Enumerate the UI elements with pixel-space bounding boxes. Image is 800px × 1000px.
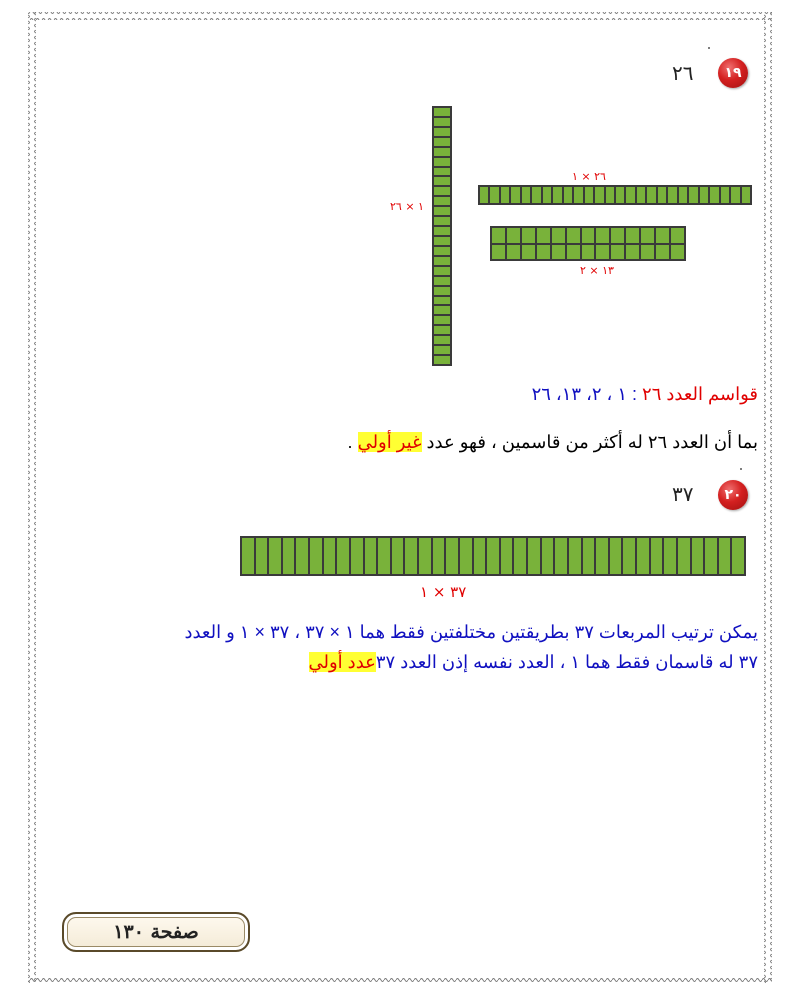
- unit-square: [663, 537, 677, 575]
- dot-mark: [708, 47, 710, 49]
- unit-square: [536, 244, 551, 261]
- divisors-line: [532, 384, 758, 405]
- unit-square: [541, 537, 555, 575]
- grid-strip-1x26-vertical: [432, 106, 452, 366]
- unit-square: [677, 537, 691, 575]
- unit-square: [433, 355, 451, 365]
- unit-square: [655, 227, 670, 244]
- unit-square: [563, 186, 573, 204]
- unit-square: [433, 335, 451, 345]
- unit-square: [657, 186, 667, 204]
- unit-square: [554, 537, 568, 575]
- unit-square: [323, 537, 337, 575]
- unit-square: [625, 244, 640, 261]
- unit-square: [433, 345, 451, 355]
- unit-square: [521, 227, 536, 244]
- unit-square: [625, 186, 635, 204]
- unit-square: [309, 537, 323, 575]
- unit-square: [720, 186, 730, 204]
- unit-square: [432, 537, 446, 575]
- unit-square: [581, 227, 596, 244]
- unit-square: [521, 244, 536, 261]
- unit-square: [433, 276, 451, 286]
- unit-square: [473, 537, 487, 575]
- unit-square: [730, 186, 740, 204]
- unit-square: [479, 186, 489, 204]
- divisors-list: : ١ ، ٢، ١٣، ٢٦: [531, 384, 643, 404]
- unit-square: [531, 186, 541, 204]
- unit-square: [489, 186, 499, 204]
- unit-square: [581, 244, 596, 261]
- unit-square: [433, 137, 451, 147]
- unit-square: [433, 176, 451, 186]
- unit-square: [459, 537, 473, 575]
- unit-square: [418, 537, 432, 575]
- unit-square: [542, 186, 552, 204]
- unit-square: [594, 186, 604, 204]
- unit-square: [433, 286, 451, 296]
- unit-square: [433, 315, 451, 325]
- unit-square: [433, 117, 451, 127]
- unit-square: [704, 537, 718, 575]
- unit-square: [433, 246, 451, 256]
- unit-square: [491, 244, 506, 261]
- unit-square: [377, 537, 391, 575]
- unit-square: [699, 186, 709, 204]
- unit-square: [433, 325, 451, 335]
- unit-square: [364, 537, 378, 575]
- unit-square: [268, 537, 282, 575]
- unit-square: [731, 537, 745, 575]
- problem-19-badge: ١٩: [718, 58, 748, 88]
- unit-square: [536, 227, 551, 244]
- unit-square: [610, 227, 625, 244]
- unit-square: [573, 186, 583, 204]
- problem-20-badge: ٢٠: [718, 480, 748, 510]
- unit-square: [615, 186, 625, 204]
- unit-square: [433, 256, 451, 266]
- unit-square: [433, 127, 451, 137]
- unit-square: [282, 537, 296, 575]
- unit-square: [500, 186, 510, 204]
- unit-square: [610, 244, 625, 261]
- unit-square: [433, 206, 451, 216]
- page-number-box: صفحة ١٣٠: [62, 912, 250, 952]
- divisors-prefix: قواسم العدد ٢٦: [642, 384, 758, 404]
- highlight-not-prime: غير أولي: [357, 432, 422, 452]
- explanation-line-2: [309, 652, 759, 673]
- conclusion-line-19: [348, 432, 758, 453]
- unit-square: [433, 216, 451, 226]
- unit-square: [741, 186, 751, 204]
- unit-square: [595, 537, 609, 575]
- unit-square: [506, 244, 521, 261]
- unit-square: [433, 266, 451, 276]
- unit-square: [552, 186, 562, 204]
- unit-square: [433, 226, 451, 236]
- unit-square: [566, 244, 581, 261]
- unit-square: [584, 186, 594, 204]
- unit-square: [636, 186, 646, 204]
- unit-square: [670, 244, 685, 261]
- unit-square: [391, 537, 405, 575]
- unit-square: [688, 186, 698, 204]
- unit-square: [433, 305, 451, 315]
- unit-square: [650, 537, 664, 575]
- unit-square: [566, 227, 581, 244]
- unit-square: [551, 244, 566, 261]
- label-1x26: ١ × ٢٦: [390, 200, 424, 213]
- dot-mark: [740, 468, 742, 470]
- problem-20-number: ٣٧: [672, 482, 694, 506]
- label-37x1: ٣٧ × ١: [420, 583, 467, 601]
- unit-square: [491, 227, 506, 244]
- unit-square: [709, 186, 719, 204]
- unit-square: [433, 157, 451, 167]
- unit-square: [336, 537, 350, 575]
- unit-square: [646, 186, 656, 204]
- unit-square: [640, 244, 655, 261]
- unit-square: [433, 196, 451, 206]
- unit-square: [670, 227, 685, 244]
- unit-square: [433, 107, 451, 117]
- unit-square: [433, 147, 451, 157]
- unit-square: [667, 186, 677, 204]
- problem-19-number: ٢٦: [672, 61, 694, 85]
- unit-square: [506, 227, 521, 244]
- label-26x1: ٢٦ × ١: [572, 170, 606, 183]
- unit-square: [605, 186, 615, 204]
- unit-square: [595, 227, 610, 244]
- conclusion-text: بما أن العدد ٢٦ له أكثر من قاسمين ، فهو عدد: [421, 432, 758, 452]
- conclusion-end: .: [347, 432, 358, 452]
- unit-square: [527, 537, 541, 575]
- unit-square: [622, 537, 636, 575]
- unit-square: [678, 186, 688, 204]
- unit-square: [295, 537, 309, 575]
- unit-square: [568, 537, 582, 575]
- unit-square: [433, 167, 451, 177]
- unit-square: [241, 537, 255, 575]
- grid-strip-26x1-horizontal: [478, 185, 752, 205]
- unit-square: [655, 244, 670, 261]
- explanation-text: ٣٧ له قاسمان فقط هما ١ ، العدد نفسه إذن العدد ٣٧: [375, 652, 758, 672]
- unit-square: [551, 227, 566, 244]
- unit-square: [513, 537, 527, 575]
- unit-square: [255, 537, 269, 575]
- unit-square: [350, 537, 364, 575]
- unit-square: [718, 537, 732, 575]
- unit-square: [582, 537, 596, 575]
- unit-square: [433, 236, 451, 246]
- unit-square: [640, 227, 655, 244]
- unit-square: [433, 296, 451, 306]
- unit-square: [521, 186, 531, 204]
- grid-block-13x2: [490, 226, 686, 261]
- unit-square: [510, 186, 520, 204]
- unit-square: [636, 537, 650, 575]
- explanation-line-1: يمكن ترتيب المربعات ٣٧ بطريقتين مختلفتين فقط هما ١ × ٣٧ ، ٣٧ × ١ و العدد: [184, 622, 758, 642]
- unit-square: [625, 227, 640, 244]
- unit-square: [433, 186, 451, 196]
- label-13x2: ١٣ × ٢: [580, 264, 614, 277]
- unit-square: [445, 537, 459, 575]
- unit-square: [609, 537, 623, 575]
- highlight-prime: عدد أولي: [308, 652, 376, 672]
- grid-strip-37x1: [240, 536, 746, 576]
- unit-square: [404, 537, 418, 575]
- unit-square: [691, 537, 705, 575]
- unit-square: [486, 537, 500, 575]
- unit-square: [595, 244, 610, 261]
- unit-square: [500, 537, 514, 575]
